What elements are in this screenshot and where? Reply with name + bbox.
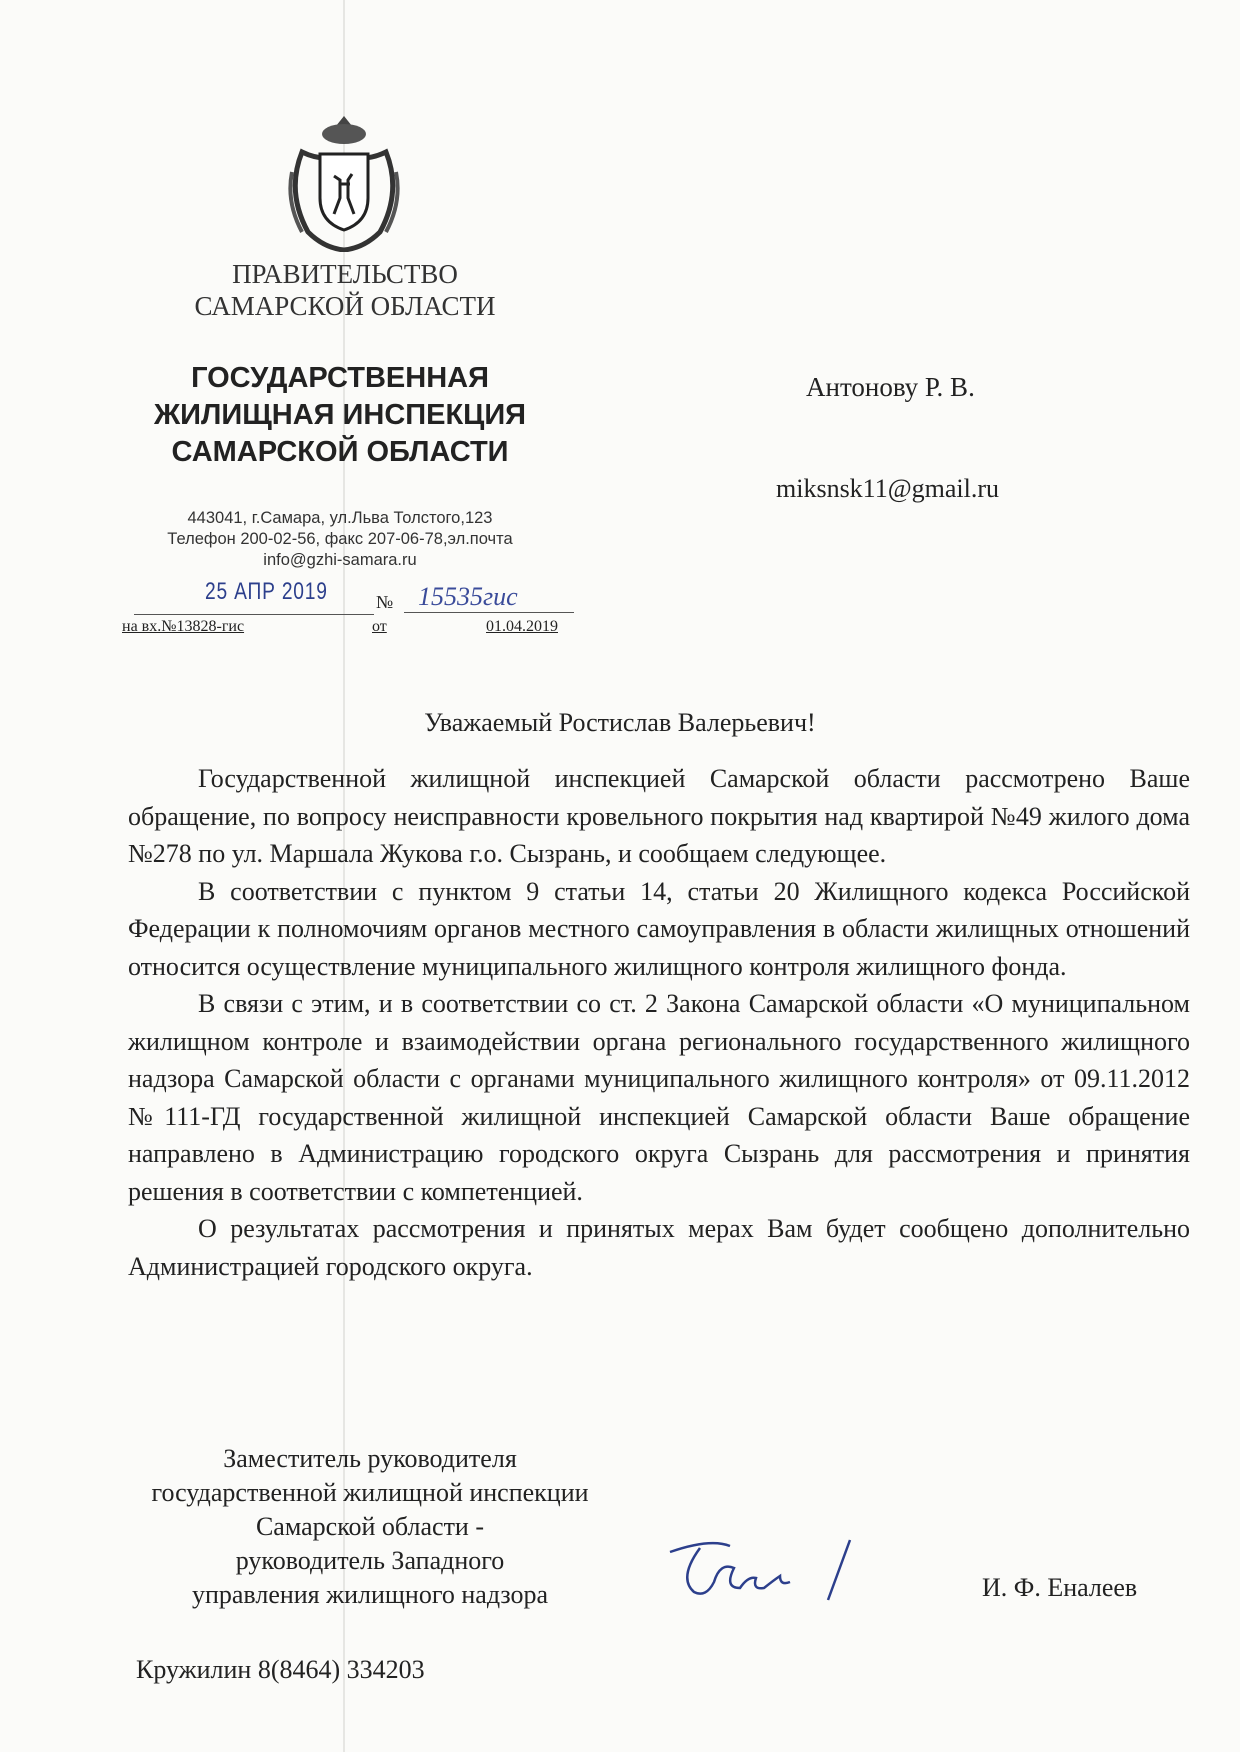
reference-from: от <box>372 618 387 635</box>
address-line: Телефон 200-02-56, факс 207-06-78,эл.почта <box>167 530 513 548</box>
government-name <box>150 258 540 322</box>
reference-date: 01.04.2019 <box>486 618 558 635</box>
outgoing-number: 15535гис <box>404 582 574 613</box>
address-line: info@gzhi-samara.ru <box>263 551 417 569</box>
paragraph: Государственной жилищной инспекцией Самарской области рассмотрено Ваше обращение, по вопросу неисправности кровельного покрытия над квартирой №49 жилого дома №278 по ул. Маршала Жукова г.о. Сызрань, и сообщаем следующее. <box>128 764 1190 868</box>
title-line: Заместитель руководителя <box>223 1444 517 1473</box>
title-line: руководитель Западного <box>235 1546 505 1575</box>
coat-of-arms-icon <box>282 112 406 252</box>
paragraph: В связи с этим, и в соответствии со ст. 2 Закона Самарской области «О муниципальном жилищном контроле и взаимодействии органа регионального государственного жилищного надзора Самарской области с органами муниципального жилищного контроля» от 09.11.2012 №111-ГД государственной жилищной инспекцией Самарской области Ваше обращение направлено в Администрацию городского округа Сызрань для рассмотрения и принятия решения в соответствии с компетенцией. <box>128 989 1190 1206</box>
paragraph: В соответствии с пунктом 9 статьи 14, статьи 20 Жилищного кодекса Российской Федерации к полномочиям органов местного самоуправления в области жилищных отношений относится осуществление муниципального жилищного контроля жилищного фонда. <box>128 876 1190 981</box>
reference-number: на вх.№13828-гис <box>122 618 245 635</box>
government-line: ПРАВИТЕЛЬСТВО <box>232 259 458 289</box>
government-line: САМАРСКОЙ ОБЛАСТИ <box>194 291 496 321</box>
title-line: государственной жилищной инспекции <box>151 1478 589 1507</box>
number-label: № <box>376 592 394 612</box>
address-line: 443041, г.Самара, ул.Льва Толстого,123 <box>187 509 493 527</box>
signer-name: И. Ф. Еналеев <box>982 1573 1138 1602</box>
handwritten-signature <box>660 1530 890 1610</box>
title-line: управления жилищного надзора <box>191 1580 549 1609</box>
address-block <box>120 508 560 571</box>
reference-line <box>122 618 558 636</box>
inspection-line: ЖИЛИЩНАЯ ИНСПЕКЦИЯ <box>153 399 527 431</box>
inspection-name <box>120 360 560 471</box>
date-underline <box>134 614 374 615</box>
inspection-line: ГОСУДАРСТВЕННАЯ <box>191 362 489 394</box>
recipient-email: miksnsk11@gmail.ru <box>776 474 1000 503</box>
recipient-name: Антонову Р. В. <box>806 372 975 402</box>
executor-contact: Кружилин 8(8464) 334203 <box>136 1655 425 1684</box>
signer-title <box>120 1442 620 1612</box>
salutation: Уважаемый Ростислав Валерьевич! <box>424 708 816 737</box>
letter-body <box>128 760 1190 1285</box>
title-line: Самарской области - <box>255 1512 485 1541</box>
paragraph: О результатах рассмотрения и принятых мерах Вам будет сообщено дополнительно Администрацией городского округа. <box>128 1214 1190 1281</box>
inspection-line: САМАРСКОЙ ОБЛАСТИ <box>171 436 509 468</box>
date-stamp: 25 АПР 2019 <box>205 578 328 605</box>
